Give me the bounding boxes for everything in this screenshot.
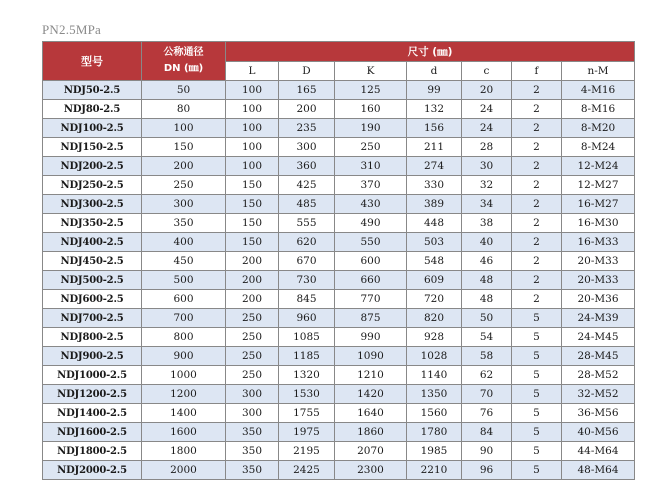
cell-c: 70 [462, 385, 512, 404]
cell-dn: 100 [142, 119, 226, 138]
cell-k: 600 [335, 252, 407, 271]
cell-dn: 400 [142, 233, 226, 252]
cell-c: 32 [462, 176, 512, 195]
cell-l: 150 [226, 176, 279, 195]
cell-k: 1210 [335, 366, 407, 385]
cell-d-outer: 555 [279, 214, 335, 233]
cell-d-outer: 670 [279, 252, 335, 271]
cell-dn: 2000 [142, 461, 226, 480]
cell-model: NDJ800-2.5 [43, 328, 142, 347]
cell-l: 250 [226, 366, 279, 385]
table-row [43, 119, 635, 138]
table-row [43, 347, 635, 366]
cell-l: 100 [226, 138, 279, 157]
cell-dn: 450 [142, 252, 226, 271]
cell-l: 150 [226, 233, 279, 252]
cell-model: NDJ400-2.5 [43, 233, 142, 252]
cell-d-outer: 960 [279, 309, 335, 328]
cell-c: 30 [462, 157, 512, 176]
cell-c: 24 [462, 119, 512, 138]
cell-l: 200 [226, 271, 279, 290]
cell-k: 550 [335, 233, 407, 252]
col-header-d-inner: d [407, 62, 462, 81]
cell-k: 1860 [335, 423, 407, 442]
cell-model: NDJ350-2.5 [43, 214, 142, 233]
cell-model: NDJ150-2.5 [43, 138, 142, 157]
cell-n-m: 32-M52 [562, 385, 635, 404]
table-row [43, 442, 635, 461]
cell-d-inner: 1560 [407, 404, 462, 423]
cell-d-inner: 330 [407, 176, 462, 195]
cell-d-inner: 609 [407, 271, 462, 290]
table-row [43, 233, 635, 252]
table-row [43, 385, 635, 404]
cell-model: NDJ2000-2.5 [43, 461, 142, 480]
dimensions-group-header: 尺寸 (㎜) [226, 42, 635, 62]
table-header [43, 42, 635, 81]
cell-d-inner: 1140 [407, 366, 462, 385]
cell-dn: 1200 [142, 385, 226, 404]
table-row [43, 157, 635, 176]
cell-d-outer: 300 [279, 138, 335, 157]
cell-f: 5 [512, 442, 562, 461]
cell-n-m: 20-M33 [562, 252, 635, 271]
cell-n-m: 8-M24 [562, 138, 635, 157]
cell-dn: 300 [142, 195, 226, 214]
cell-n-m: 8-M20 [562, 119, 635, 138]
cell-l: 200 [226, 252, 279, 271]
cell-model: NDJ200-2.5 [43, 157, 142, 176]
cell-l: 350 [226, 442, 279, 461]
cell-k: 430 [335, 195, 407, 214]
table-row [43, 290, 635, 309]
cell-f: 2 [512, 81, 562, 100]
cell-d-inner: 1350 [407, 385, 462, 404]
cell-dn: 250 [142, 176, 226, 195]
dn-header-line2: DN (㎜) [163, 63, 204, 74]
cell-d-outer: 1755 [279, 404, 335, 423]
cell-model: NDJ50-2.5 [43, 81, 142, 100]
cell-n-m: 16-M33 [562, 233, 635, 252]
cell-dn: 80 [142, 100, 226, 119]
cell-c: 24 [462, 100, 512, 119]
cell-dn: 1600 [142, 423, 226, 442]
cell-f: 2 [512, 157, 562, 176]
cell-dn: 200 [142, 157, 226, 176]
col-header-n-m: n-M [562, 62, 635, 81]
cell-dn: 600 [142, 290, 226, 309]
cell-k: 190 [335, 119, 407, 138]
table-row [43, 271, 635, 290]
cell-l: 100 [226, 119, 279, 138]
cell-n-m: 16-M27 [562, 195, 635, 214]
cell-c: 38 [462, 214, 512, 233]
cell-k: 660 [335, 271, 407, 290]
table-row [43, 366, 635, 385]
cell-dn: 150 [142, 138, 226, 157]
cell-d-inner: 274 [407, 157, 462, 176]
cell-n-m: 24-M45 [562, 328, 635, 347]
cell-f: 2 [512, 100, 562, 119]
cell-model: NDJ100-2.5 [43, 119, 142, 138]
cell-d-outer: 2425 [279, 461, 335, 480]
col-header-k: K [335, 62, 407, 81]
cell-f: 5 [512, 461, 562, 480]
table-row [43, 309, 635, 328]
table-row [43, 214, 635, 233]
cell-c: 48 [462, 290, 512, 309]
header-row-main [43, 42, 635, 62]
cell-c: 34 [462, 195, 512, 214]
cell-model: NDJ1000-2.5 [43, 366, 142, 385]
cell-n-m: 20-M36 [562, 290, 635, 309]
cell-l: 250 [226, 309, 279, 328]
cell-d-inner: 2210 [407, 461, 462, 480]
cell-n-m: 12-M24 [562, 157, 635, 176]
cell-l: 300 [226, 385, 279, 404]
cell-d-inner: 503 [407, 233, 462, 252]
cell-k: 490 [335, 214, 407, 233]
table-row [43, 138, 635, 157]
cell-k: 1090 [335, 347, 407, 366]
cell-model: NDJ500-2.5 [43, 271, 142, 290]
table-row [43, 461, 635, 480]
table-row [43, 328, 635, 347]
cell-l: 250 [226, 328, 279, 347]
cell-c: 40 [462, 233, 512, 252]
cell-dn: 700 [142, 309, 226, 328]
cell-n-m: 44-M64 [562, 442, 635, 461]
cell-c: 20 [462, 81, 512, 100]
cell-dn: 1800 [142, 442, 226, 461]
cell-l: 300 [226, 404, 279, 423]
cell-d-outer: 485 [279, 195, 335, 214]
cell-c: 50 [462, 309, 512, 328]
cell-c: 96 [462, 461, 512, 480]
table-row [43, 81, 635, 100]
cell-f: 2 [512, 214, 562, 233]
cell-f: 2 [512, 138, 562, 157]
cell-n-m: 40-M56 [562, 423, 635, 442]
cell-d-inner: 928 [407, 328, 462, 347]
cell-d-inner: 1985 [407, 442, 462, 461]
cell-c: 62 [462, 366, 512, 385]
cell-l: 200 [226, 290, 279, 309]
cell-dn: 1000 [142, 366, 226, 385]
cell-n-m: 28-M45 [562, 347, 635, 366]
cell-d-outer: 730 [279, 271, 335, 290]
flange-spec-table [42, 41, 635, 480]
cell-f: 5 [512, 347, 562, 366]
table-row [43, 176, 635, 195]
cell-k: 370 [335, 176, 407, 195]
cell-l: 250 [226, 347, 279, 366]
cell-f: 2 [512, 176, 562, 195]
cell-model: NDJ1600-2.5 [43, 423, 142, 442]
cell-k: 2300 [335, 461, 407, 480]
cell-f: 5 [512, 309, 562, 328]
cell-f: 2 [512, 252, 562, 271]
col-header-f: f [512, 62, 562, 81]
cell-model: NDJ900-2.5 [43, 347, 142, 366]
cell-k: 2070 [335, 442, 407, 461]
cell-d-inner: 548 [407, 252, 462, 271]
cell-model: NDJ600-2.5 [43, 290, 142, 309]
table-row [43, 100, 635, 119]
cell-dn: 50 [142, 81, 226, 100]
cell-f: 5 [512, 423, 562, 442]
cell-n-m: 4-M16 [562, 81, 635, 100]
cell-l: 150 [226, 195, 279, 214]
cell-l: 150 [226, 214, 279, 233]
cell-model: NDJ1200-2.5 [43, 385, 142, 404]
cell-k: 875 [335, 309, 407, 328]
cell-dn: 500 [142, 271, 226, 290]
cell-k: 990 [335, 328, 407, 347]
cell-d-outer: 1530 [279, 385, 335, 404]
cell-dn: 900 [142, 347, 226, 366]
cell-d-inner: 211 [407, 138, 462, 157]
cell-d-outer: 2195 [279, 442, 335, 461]
cell-l: 100 [226, 100, 279, 119]
col-header-l: L [226, 62, 279, 81]
cell-d-inner: 156 [407, 119, 462, 138]
cell-f: 2 [512, 271, 562, 290]
cell-n-m: 36-M56 [562, 404, 635, 423]
cell-k: 125 [335, 81, 407, 100]
cell-model: NDJ80-2.5 [43, 100, 142, 119]
cell-d-outer: 425 [279, 176, 335, 195]
cell-model: NDJ1800-2.5 [43, 442, 142, 461]
table-row [43, 252, 635, 271]
cell-d-outer: 845 [279, 290, 335, 309]
cell-d-outer: 1085 [279, 328, 335, 347]
table-row [43, 423, 635, 442]
cell-d-inner: 720 [407, 290, 462, 309]
cell-c: 28 [462, 138, 512, 157]
cell-d-outer: 200 [279, 100, 335, 119]
cell-n-m: 20-M33 [562, 271, 635, 290]
cell-dn: 1400 [142, 404, 226, 423]
cell-d-inner: 1028 [407, 347, 462, 366]
cell-n-m: 48-M64 [562, 461, 635, 480]
cell-l: 100 [226, 81, 279, 100]
cell-f: 5 [512, 385, 562, 404]
cell-model: NDJ450-2.5 [43, 252, 142, 271]
cell-c: 48 [462, 271, 512, 290]
cell-d-inner: 820 [407, 309, 462, 328]
cell-k: 160 [335, 100, 407, 119]
dn-header-line1: 公称通径 [163, 47, 204, 58]
table-row [43, 404, 635, 423]
cell-l: 350 [226, 461, 279, 480]
cell-d-outer: 1975 [279, 423, 335, 442]
cell-d-inner: 132 [407, 100, 462, 119]
cell-f: 2 [512, 195, 562, 214]
cell-model: NDJ1400-2.5 [43, 404, 142, 423]
cell-k: 1640 [335, 404, 407, 423]
cell-c: 76 [462, 404, 512, 423]
cell-d-outer: 235 [279, 119, 335, 138]
cell-c: 46 [462, 252, 512, 271]
cell-n-m: 24-M39 [562, 309, 635, 328]
cell-model: NDJ300-2.5 [43, 195, 142, 214]
cell-c: 58 [462, 347, 512, 366]
cell-k: 250 [335, 138, 407, 157]
cell-dn: 800 [142, 328, 226, 347]
cell-f: 2 [512, 233, 562, 252]
cell-f: 2 [512, 119, 562, 138]
col-header-d-outer: D [279, 62, 335, 81]
model-column-header: 型号 [43, 42, 142, 81]
cell-d-inner: 1780 [407, 423, 462, 442]
cell-d-outer: 1320 [279, 366, 335, 385]
cell-d-outer: 620 [279, 233, 335, 252]
cell-n-m: 28-M52 [562, 366, 635, 385]
dn-column-header [142, 42, 226, 81]
cell-d-outer: 360 [279, 157, 335, 176]
cell-l: 100 [226, 157, 279, 176]
cell-k: 1420 [335, 385, 407, 404]
table-row [43, 195, 635, 214]
cell-c: 54 [462, 328, 512, 347]
cell-d-inner: 99 [407, 81, 462, 100]
pressure-caption: PN2.5MPa [42, 22, 102, 37]
cell-d-outer: 1185 [279, 347, 335, 366]
cell-d-inner: 389 [407, 195, 462, 214]
cell-l: 350 [226, 423, 279, 442]
cell-f: 2 [512, 290, 562, 309]
table-body [43, 81, 635, 480]
cell-n-m: 8-M16 [562, 100, 635, 119]
cell-c: 84 [462, 423, 512, 442]
cell-d-inner: 448 [407, 214, 462, 233]
cell-c: 90 [462, 442, 512, 461]
cell-dn: 350 [142, 214, 226, 233]
cell-k: 310 [335, 157, 407, 176]
cell-d-outer: 165 [279, 81, 335, 100]
cell-f: 5 [512, 328, 562, 347]
cell-f: 5 [512, 366, 562, 385]
col-header-c: c [462, 62, 512, 81]
cell-n-m: 16-M30 [562, 214, 635, 233]
cell-n-m: 12-M27 [562, 176, 635, 195]
cell-model: NDJ700-2.5 [43, 309, 142, 328]
cell-k: 770 [335, 290, 407, 309]
cell-model: NDJ250-2.5 [43, 176, 142, 195]
cell-f: 5 [512, 404, 562, 423]
